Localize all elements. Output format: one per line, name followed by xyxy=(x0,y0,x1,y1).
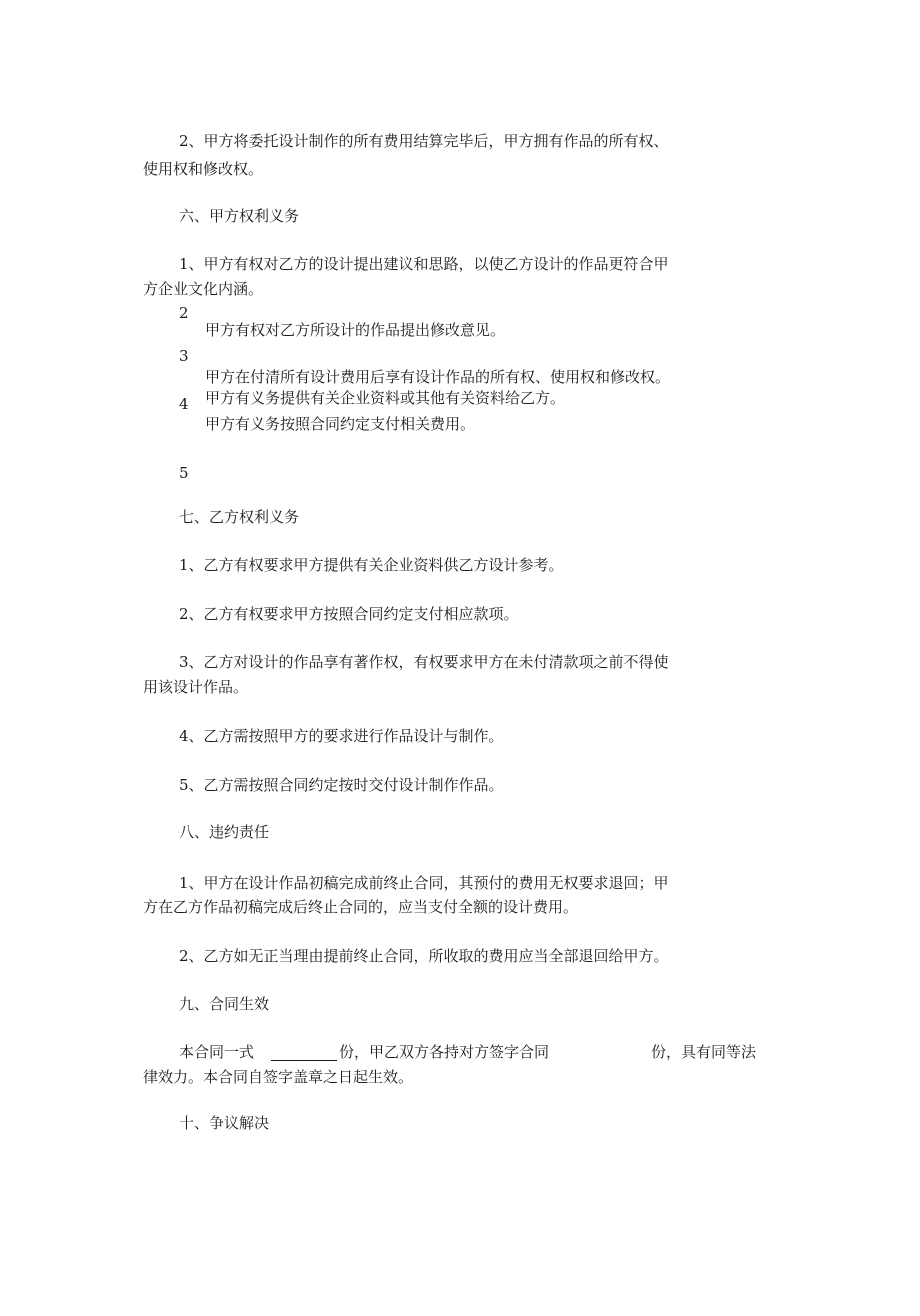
clause-7-3-line2: 用该设计作品。 xyxy=(143,678,249,696)
clause-8-1-line2: 方在乙方作品初稿完成后终止合同的，应当支付全额的设计费用。 xyxy=(143,898,579,916)
clause-6-4-text: 甲方有义务提供有关企业资料或其他有关资料给乙方。 xyxy=(205,389,566,407)
clause-9-line2: 律效力。本合同自签字盖章之日起生效。 xyxy=(143,1068,414,1086)
copies-total-blank xyxy=(271,1044,337,1061)
section-8-heading: 八、违约责任 xyxy=(179,823,270,841)
clause-6-5-text: 甲方有义务按照合同约定支付相关费用。 xyxy=(205,415,476,433)
clause-9-part3: 份，具有同等法 xyxy=(651,1043,757,1061)
clause-6-1-line1: 1、甲方有权对乙方的设计提出建议和思路，以使乙方设计的作品更符合甲 xyxy=(179,255,669,273)
section-7-heading: 七、乙方权利义务 xyxy=(179,508,300,526)
clause-5-2-line2: 使用权和修改权。 xyxy=(143,160,264,178)
clause-9-part1: 本合同一式 xyxy=(179,1043,255,1061)
clause-7-5: 5、乙方需按照合同约定按时交付设计制作作品。 xyxy=(179,776,504,794)
section-9-heading: 九、合同生效 xyxy=(179,995,270,1013)
clause-7-2: 2、乙方有权要求甲方按照合同约定支付相应款项。 xyxy=(179,605,519,623)
clause-8-2: 2、乙方如无正当理由提前终止合同，所收取的费用应当全部退回给甲方。 xyxy=(179,947,669,965)
clause-6-3-number: 3 xyxy=(179,347,189,365)
clause-6-3-text: 甲方在付清所有设计费用后享有设计作品的所有权、使用权和修改权。 xyxy=(205,368,671,386)
clause-7-3-line1: 3、乙方对设计的作品享有著作权，有权要求甲方在未付清款项之前不得使 xyxy=(179,653,669,671)
clause-9-part2: 份，甲乙双方各持对方签字合同 xyxy=(339,1043,550,1061)
section-6-heading: 六、甲方权利义务 xyxy=(179,207,300,225)
clause-6-2-text: 甲方有权对乙方所设计的作品提出修改意见。 xyxy=(205,321,506,339)
clause-5-2-line1: 2、甲方将委托设计制作的所有费用结算完毕后，甲方拥有作品的所有权、 xyxy=(179,132,669,150)
clause-6-4-number: 4 xyxy=(179,395,189,413)
section-10-heading: 十、争议解决 xyxy=(179,1114,270,1132)
clause-7-1: 1、乙方有权要求甲方提供有关企业资料供乙方设计参考。 xyxy=(179,556,564,574)
clause-7-4: 4、乙方需按照甲方的要求进行作品设计与制作。 xyxy=(179,727,504,745)
clause-8-1-line1: 1、甲方在设计作品初稿完成前终止合同，其预付的费用无权要求退回；甲 xyxy=(179,874,669,892)
clause-6-5-number: 5 xyxy=(179,464,189,482)
clause-6-2-number: 2 xyxy=(179,304,189,322)
clause-6-1-line2: 方企业文化内涵。 xyxy=(143,280,264,298)
